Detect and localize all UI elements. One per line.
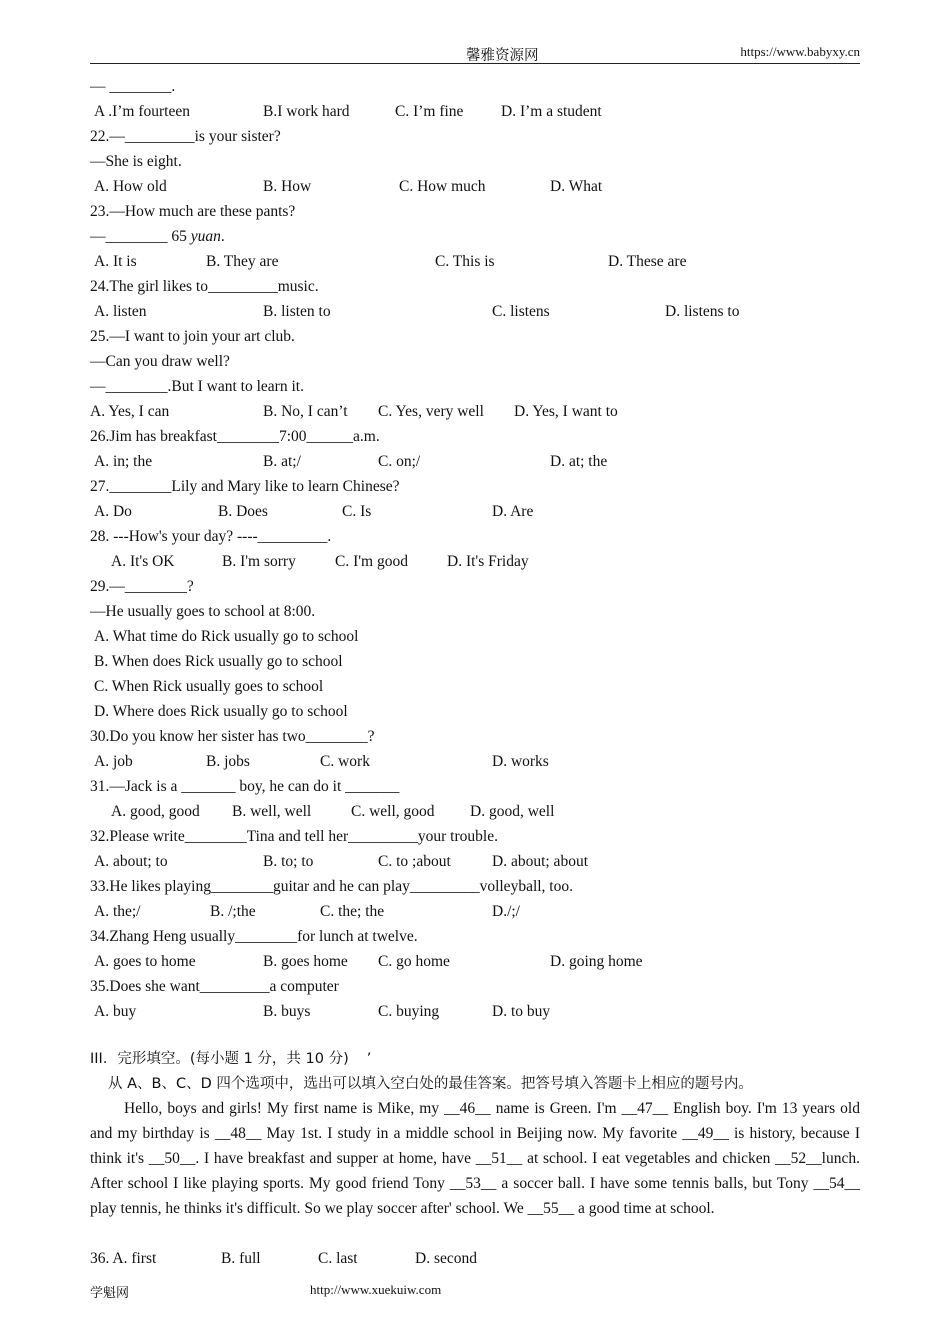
q36-option-d: D. second <box>415 1250 477 1267</box>
q24-option-c: C. listens <box>492 303 550 320</box>
q23-option-b: B. They are <box>206 253 279 270</box>
q32-question: 32.Please write________Tina and tell her_________your trouble. <box>90 828 498 845</box>
q29-option-d: D. Where does Rick usually go to school <box>94 703 348 720</box>
q25-option-c: C. Yes, very well <box>378 403 484 420</box>
q36-question: 36. A. first <box>90 1250 157 1267</box>
footer-url: http://www.xuekuiw.com <box>310 1282 442 1297</box>
q22-option-c: C. How much <box>399 178 486 195</box>
q33-option-c: C. the; the <box>320 903 385 920</box>
q33-question: 33.He likes playing________guitar and he can play_________volleyball, too. <box>90 878 573 895</box>
section3-title-text: III．完形填空。(每小题 1 分，共 10 分) <box>90 1051 349 1067</box>
q25-line2: —Can you draw well? <box>90 353 230 370</box>
header-site-name: 馨雅资源网 <box>466 48 539 64</box>
q32-option-a: A. about; to <box>94 853 168 870</box>
q33-option-b: B. /;the <box>210 903 256 920</box>
q28-question: 28. ---How's your day? ----_________. <box>90 528 332 545</box>
q31-question: 31.—Jack is a _______ boy, he can do it _______ <box>90 778 400 795</box>
q30-option-d: D. works <box>492 753 549 770</box>
q24-option-b: B. listen to <box>263 303 331 320</box>
q23-reply <box>90 227 225 247</box>
q23-option-c: C. This is <box>435 253 495 270</box>
q26-option-c: C. on;/ <box>378 453 421 470</box>
q33-option-a: A. the;/ <box>94 903 141 920</box>
q23-question: 23.—How much are these pants? <box>90 203 296 220</box>
q34-option-c: C. go home <box>378 953 450 970</box>
q24-option-d: D. listens to <box>665 303 740 320</box>
q28-option-c: C. I'm good <box>335 553 408 570</box>
q25-option-b: B. No, I can’t <box>263 403 348 420</box>
page-header <box>90 44 860 64</box>
q21-option-b: B.I work hard <box>263 103 350 120</box>
q32-option-d: D. about; about <box>492 853 588 870</box>
q35-option-c: C. buying <box>378 1003 440 1020</box>
section3-title <box>90 1049 371 1069</box>
q29-option-a: A. What time do Rick usually go to school <box>94 628 359 645</box>
q35-question: 35.Does she want_________a computer <box>90 978 339 995</box>
q25-option-d: D. Yes, I want to <box>514 403 618 420</box>
header-url: https://www.babyxy.cn <box>740 44 860 59</box>
cloze-passage: Hello, boys and girls! My first name is Mike, my __46__ name is Green. I'm __47__ English boy. I'm 13 years old and my birthday is __48__ May 1st. I study in a middle school in Beijing now. My favorite __49__ is history, because I think it's __50__. I have breakfast and supper at home, have __51__ at school. I eat vegetables and chicken __52__lunch. After school I like playing sports. My good friend Tony __53__ a soccer ball. I have some tennis balls, but Tony __54__ play tennis, he thinks it's difficult. So we play soccer after' school. We __55__ a good time at school. <box>90 1100 860 1217</box>
q35-option-d: D. to buy <box>492 1003 551 1020</box>
q29-option-b: B. When does Rick usually go to school <box>94 653 343 670</box>
q32-option-c: C. to ;about <box>378 853 451 870</box>
q27-question: 27.________Lily and Mary like to learn Chinese? <box>90 478 400 495</box>
q27-option-b: B. Does <box>218 503 268 520</box>
q32-option-b: B. to; to <box>263 853 314 870</box>
q27-option-c: C. Is <box>342 503 372 520</box>
q22-option-d: D. What <box>550 178 603 195</box>
q33-option-d: D./;/ <box>492 903 520 920</box>
q23-option-d: D. These are <box>608 253 687 270</box>
q26-question: 26.Jim has breakfast________7:00______a.m. <box>90 428 380 445</box>
q30-option-c: C. work <box>320 753 370 770</box>
q29-question: 29.—________? <box>90 578 194 595</box>
q34-option-d: D. going home <box>550 953 643 970</box>
section3-mark: ’ <box>366 1051 372 1067</box>
q21-option-c: C. I’m fine <box>395 103 464 120</box>
q21-option-a: A .I’m fourteen <box>94 103 190 120</box>
q22-reply: —She is eight. <box>90 153 182 170</box>
q36-option-c: C. last <box>318 1250 358 1267</box>
q27-option-d: D. Are <box>492 503 534 520</box>
q30-option-a: A. job <box>94 753 133 770</box>
q34-question: 34.Zhang Heng usually________for lunch at twelve. <box>90 928 418 945</box>
q31-option-b: B. well, well <box>232 803 312 820</box>
footer-site-name: 学魁网 <box>90 1286 130 1301</box>
q31-option-a: A. good, good <box>111 803 200 820</box>
q23-reply-post: . <box>220 228 225 245</box>
q26-option-d: D. at; the <box>550 453 608 470</box>
q23-option-a: A. It is <box>94 253 137 270</box>
q25-option-a: A. Yes, I can <box>90 403 170 420</box>
q25-question: 25.—I want to join your art club. <box>90 328 295 345</box>
q23-reply-pre: —________ 65 <box>90 228 191 245</box>
q29-option-c: C. When Rick usually goes to school <box>94 678 324 695</box>
q26-option-b: B. at;/ <box>263 453 301 470</box>
q36-option-b: B. full <box>221 1250 261 1267</box>
section3-instruction: 从 A、B、C、D 四个选项中，选出可以填入空白处的最佳答案。把答号填入答题卡上相应的题号内。 <box>108 1076 753 1092</box>
q29-reply: —He usually goes to school at 8:00. <box>90 603 316 620</box>
q30-question: 30.Do you know her sister has two________? <box>90 728 375 745</box>
q28-option-a: A. It's OK <box>111 553 175 570</box>
q24-question: 24.The girl likes to_________music. <box>90 278 319 295</box>
q22-option-a: A. How old <box>94 178 167 195</box>
q25-line3: —________.But I want to learn it. <box>90 378 304 395</box>
q28-option-d: D. It's Friday <box>447 553 529 570</box>
q35-option-a: A. buy <box>94 1003 137 1020</box>
q24-option-a: A. listen <box>94 303 147 320</box>
q28-option-b: B. I'm sorry <box>222 553 296 570</box>
q35-option-b: B. buys <box>263 1003 311 1020</box>
q30-option-b: B. jobs <box>206 753 250 770</box>
q22-question: 22.—_________is your sister? <box>90 128 281 145</box>
q31-option-c: C. well, good <box>351 803 435 820</box>
q34-option-b: B. goes home <box>263 953 348 970</box>
q23-reply-yuan: yuan <box>190 228 221 245</box>
q22-option-b: B. How <box>263 178 312 195</box>
q27-option-a: A. Do <box>94 503 132 520</box>
q21-option-d: D. I’m a student <box>501 103 602 120</box>
q31-option-d: D. good, well <box>470 803 555 820</box>
q21-blank: — ________. <box>90 78 176 95</box>
q26-option-a: A. in; the <box>94 453 153 470</box>
q34-option-a: A. goes to home <box>94 953 196 970</box>
